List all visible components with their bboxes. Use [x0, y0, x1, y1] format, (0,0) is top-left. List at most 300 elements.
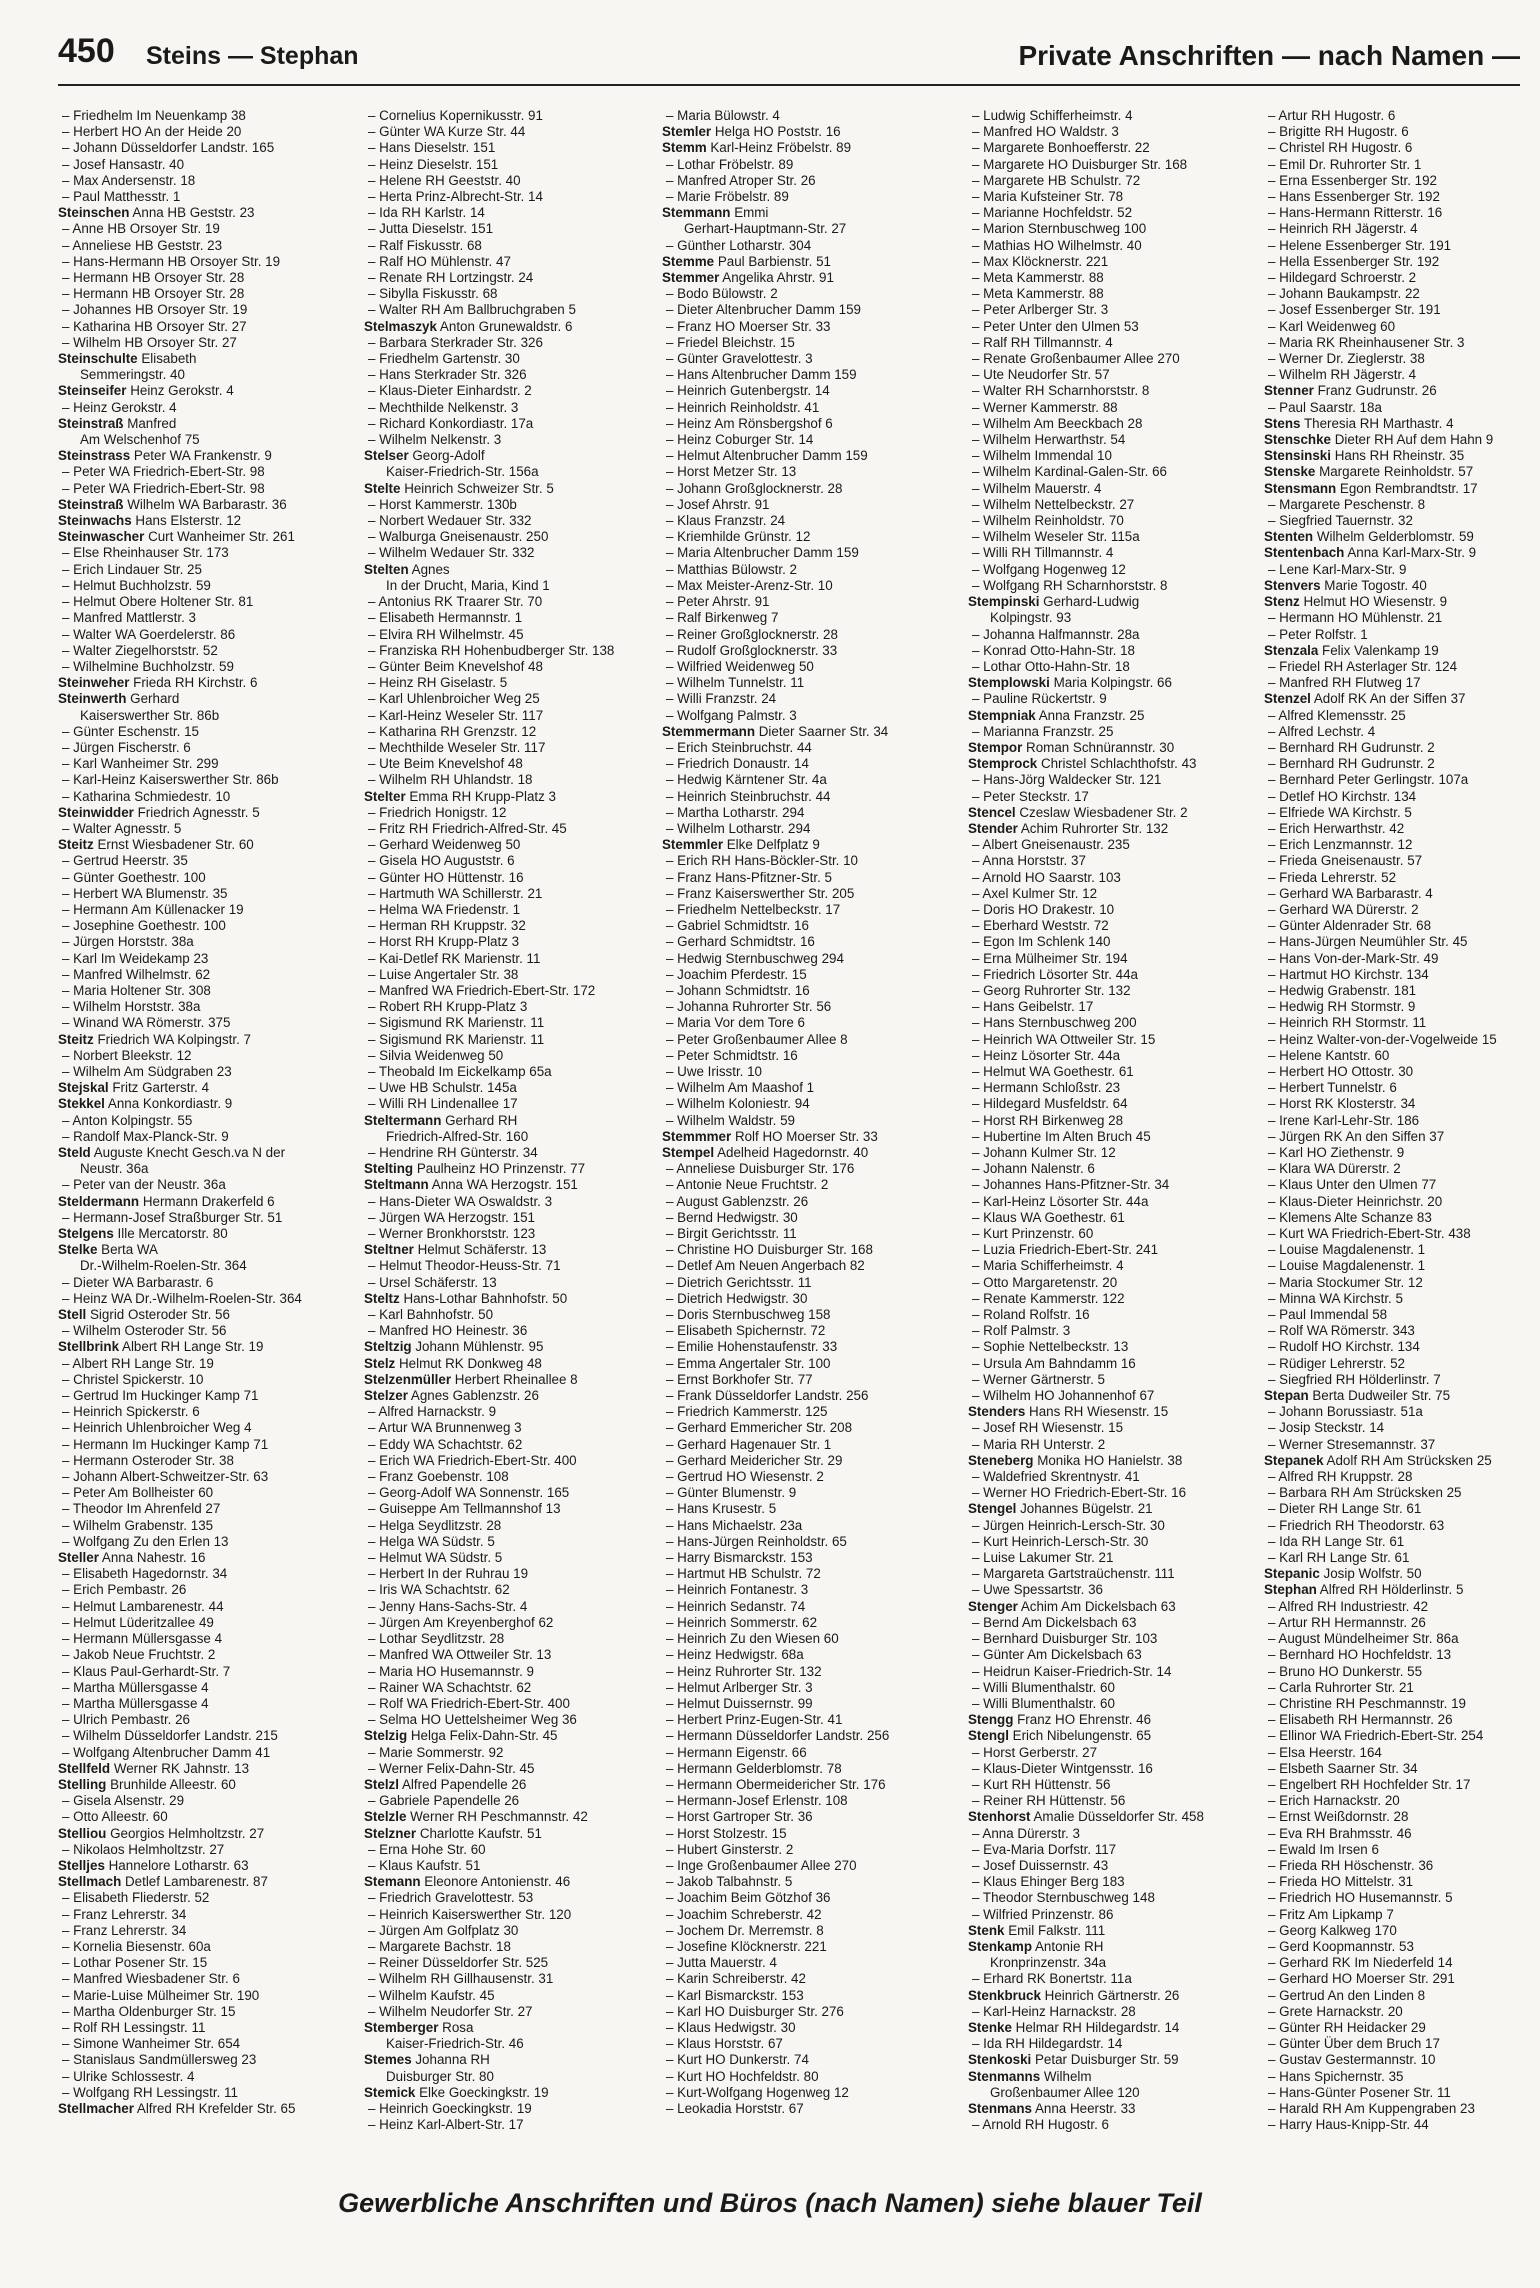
surname-entry: Stenkbruck Heinrich Gärtnerstr. 26 — [968, 1987, 1180, 2003]
listing-entry: – Peter Unter den Ulmen 53 — [972, 318, 1139, 334]
listing-entry: – Werner Felix-Dahn-Str. 45 — [368, 1760, 535, 1776]
listing-entry: – Irene Karl-Lehr-Str. 186 — [1268, 1112, 1420, 1128]
surname: Stenz — [1264, 594, 1300, 610]
listing-entry: – Dieter Altenbrucher Damm 159 — [666, 302, 862, 318]
listing-entry: – Heinz RH Giselastr. 5 — [368, 675, 508, 691]
listing-entry: – Emilie Hohenstaufenstr. 33 — [666, 1339, 838, 1355]
listing-entry: – Gisela Alsenstr. 29 — [62, 1793, 185, 1809]
listing-entry: – Peter Rolfstr. 1 — [1268, 626, 1368, 642]
listing-entry: – Hermann Osteroder Str. 38 — [62, 1452, 234, 1468]
listing-entry: – Walter RH Am Ballbruchgraben 5 — [368, 302, 576, 318]
header-rule — [58, 84, 1520, 86]
surname-entry: Stengel Johannes Bügelstr. 21 — [968, 1501, 1153, 1517]
listing-entry: – Helma WA Friedenstr. 1 — [368, 901, 521, 917]
listing-entry: – Peter van der Neustr. 36a — [62, 1177, 226, 1193]
surname-entry: Stellmacher Alfred RH Krefelder Str. 65 — [58, 2100, 296, 2116]
surname: Stenhorst — [968, 1809, 1031, 1825]
listing-entry: – Hans-Jürgen Neumühler Str. 45 — [1268, 934, 1468, 950]
listing-entry: – Hans Michaelstr. 23a — [666, 1517, 803, 1533]
listing-entry: – Herbert WA Blumenstr. 35 — [62, 885, 228, 901]
listing-entry: – Gerhard HO Moerser Str. 291 — [1268, 1971, 1455, 1987]
listing-entry: – Hermann Düsseldorfer Landstr. 256 — [666, 1728, 890, 1744]
listing-entry: – Winand WA Römerstr. 375 — [62, 1015, 231, 1031]
listing-columns — [58, 108, 1540, 2158]
surname: Steinschen — [58, 205, 130, 221]
listing-column — [58, 108, 354, 2158]
listing-entry: – Frieda Lehrerstr. 52 — [1268, 869, 1397, 885]
listing-entry: – Horst Kammerstr. 130b — [368, 496, 517, 512]
surname: Stemberger — [364, 2019, 439, 2035]
listing-entry: – Erna Essenberger Str. 192 — [1268, 172, 1437, 188]
listing-entry: – Guiseppe Am Tellmannshof 13 — [368, 1501, 561, 1517]
surname: Steinweher — [58, 675, 130, 691]
listing-entry: – Friedrich Kammerstr. 125 — [666, 1404, 828, 1420]
listing-entry: – Rüdiger Lehrerstr. 52 — [1268, 1355, 1405, 1371]
surname-entry: Stempinski Gerhard-Ludwig — [968, 594, 1140, 610]
surname-entry: Stemm Karl-Heinz Fröbelstr. 89 — [662, 140, 852, 156]
listing-entry: – Kurt Heinrich-Lersch-Str. 30 — [972, 1533, 1149, 1549]
entry-continuation: Dr.-Wilhelm-Roelen-Str. 364 — [80, 1258, 247, 1274]
listing-entry: – Klaus Hedwigstr. 30 — [666, 2019, 796, 2035]
surname: Stensmann — [1264, 480, 1337, 496]
listing-entry: – Franz Goebenstr. 108 — [368, 1469, 509, 1485]
listing-entry: – Hans Dieselstr. 151 — [368, 140, 496, 156]
listing-entry: – Karl Weidenweg 60 — [1268, 318, 1396, 334]
listing-entry: – Helmut Altenbrucher Damm 159 — [666, 448, 868, 464]
listing-entry: – Johann Nalenstr. 6 — [972, 1161, 1095, 1177]
surname-entry: Steinschulte Elisabeth — [58, 351, 197, 367]
listing-entry: – Wilhelm Neudorfer Str. 27 — [368, 2003, 533, 2019]
listing-entry: – Hedwig Sternbuschweg 294 — [666, 950, 844, 966]
page-number: 450 — [58, 32, 115, 70]
listing-entry: – Hermann Müllersgasse 4 — [62, 1631, 223, 1647]
listing-entry: – Heinrich Uhlenbroicher Weg 4 — [62, 1420, 252, 1436]
listing-entry: – Ulrich Pembastr. 26 — [62, 1712, 191, 1728]
listing-entry: – Wolfgang Zu den Erlen 13 — [62, 1533, 229, 1549]
listing-entry: – Uwe Spessartstr. 36 — [972, 1582, 1103, 1598]
listing-entry: – Carla Ruhrorter Str. 21 — [1268, 1679, 1414, 1695]
listing-entry: – Gerd Koopmannstr. 53 — [1268, 1938, 1414, 1954]
surname: Steinwachs — [58, 513, 132, 529]
listing-entry: – Harry Haus-Knipp-Str. 44 — [1268, 2117, 1429, 2133]
listing-entry: – Josip Steckstr. 14 — [1268, 1420, 1385, 1436]
listing-entry: – Klaus Unter den Ulmen 77 — [1268, 1177, 1437, 1193]
listing-entry: – Antonius RK Traarer Str. 70 — [368, 594, 543, 610]
surname: Stencel — [968, 804, 1016, 820]
listing-entry: – Anneliese Duisburger Str. 176 — [666, 1161, 855, 1177]
surname-entry: Stelter Emma RH Krupp-Platz 3 — [364, 788, 557, 804]
listing-entry: – Ursula Am Bahndamm 16 — [972, 1355, 1136, 1371]
listing-entry: – Manfred Atroper Str. 26 — [666, 172, 816, 188]
listing-entry: – Wilhelm Koloniestr. 94 — [666, 1096, 810, 1112]
listing-entry: – Franziska RH Hohenbudberger Str. 138 — [368, 642, 615, 658]
listing-entry: – Johann Baukampstr. 22 — [1268, 286, 1420, 302]
listing-entry: – Wilhelm RH Gillhausenstr. 31 — [368, 1971, 554, 1987]
surname-entry: Stelling Brunhilde Alleestr. 60 — [58, 1776, 236, 1792]
listing-entry: – Erich RH Hans-Böckler-Str. 10 — [666, 853, 858, 869]
listing-entry: – Heinz Am Rönsbergshof 6 — [666, 415, 833, 431]
listing-entry: – Rudolf HO Kirchstr. 134 — [1268, 1339, 1420, 1355]
listing-entry: – Georg Kalkweg 170 — [1268, 1922, 1397, 1938]
listing-entry: – Ralf HO Mühlenstr. 47 — [368, 253, 511, 269]
listing-entry: – Artur WA Brunnenweg 3 — [368, 1420, 522, 1436]
listing-entry: – Ida RH Karlstr. 14 — [368, 205, 485, 221]
listing-entry: – Karl-Heinz Weseler Str. 117 — [368, 707, 544, 723]
surname-entry: Stepanek Adolf RH Am Strücksken 25 — [1264, 1452, 1492, 1468]
listing-entry: – Manfred HO Heinestr. 36 — [368, 1323, 528, 1339]
surname: Steltner — [364, 1242, 414, 1258]
surname: Steinwerth — [58, 691, 127, 707]
listing-entry: – Gabriel Schmidtstr. 16 — [666, 918, 809, 934]
listing-entry: – Josef Hansastr. 40 — [62, 156, 185, 172]
listing-entry: – Manfred WA Friedrich-Ebert-Str. 172 — [368, 982, 596, 998]
surname-entry: Stenschke Dieter RH Auf dem Hahn 9 — [1264, 432, 1494, 448]
listing-entry: – Kornelia Biesenstr. 60a — [62, 1938, 211, 1954]
surname-entry: Steltzig Johann Mühlenstr. 95 — [364, 1339, 544, 1355]
listing-entry: – Willi RH Tillmannstr. 4 — [972, 545, 1114, 561]
surname: Stemann — [364, 1874, 421, 1890]
listing-entry: – Heinrich Gutenbergstr. 14 — [666, 383, 830, 399]
listing-entry: – Nikolaos Helmholtzstr. 27 — [62, 1841, 225, 1857]
listing-entry: – Bodo Bülowstr. 2 — [666, 286, 778, 302]
listing-entry: – Manfred RH Flutweg 17 — [1268, 675, 1421, 691]
entry-continuation: Gerhart-Hauptmann-Str. 27 — [684, 221, 847, 237]
surname: Stelzer — [364, 1388, 408, 1404]
listing-entry: – Gisela HO Auguststr. 6 — [368, 853, 515, 869]
listing-entry: – Margarete Bachstr. 18 — [368, 1938, 511, 1954]
listing-entry: – Birgit Gerichtsstr. 11 — [666, 1226, 797, 1242]
listing-entry: – Alfred Lechstr. 4 — [1268, 723, 1376, 739]
listing-entry: – Günter HO Hüttenstr. 16 — [368, 869, 524, 885]
surname: Steinstrass — [58, 448, 131, 464]
surname-entry: Stenten Wilhelm Gelderblomstr. 59 — [1264, 529, 1474, 545]
listing-entry: – Georg Ruhrorter Str. 132 — [972, 982, 1131, 998]
surname: Stelzl — [364, 1776, 399, 1792]
listing-entry: – August Gablenzstr. 26 — [666, 1193, 809, 1209]
listing-entry: – Lene Karl-Marx-Str. 9 — [1268, 561, 1407, 577]
listing-entry: – Jürgen RK An den Siffen 37 — [1268, 1128, 1445, 1144]
listing-entry: – Friedhelm Nettelbeckstr. 17 — [666, 901, 841, 917]
listing-entry: – Klaus-Dieter Einhardstr. 2 — [368, 383, 532, 399]
listing-entry: – Ralf Birkenweg 7 — [666, 610, 779, 626]
surname-entry: Steldermann Hermann Drakerfeld 6 — [58, 1193, 275, 1209]
listing-entry: – Walter Ziegelhorststr. 52 — [62, 642, 218, 658]
listing-entry: – Leokadia Horststr. 67 — [666, 2100, 804, 2116]
surname-entry: Stengg Franz HO Ehrenstr. 46 — [968, 1712, 1152, 1728]
listing-entry: – Margarete HB Schulstr. 72 — [972, 172, 1141, 188]
surname: Stenzel — [1264, 691, 1311, 707]
listing-entry: – Wolfgang Altenbrucher Damm 41 — [62, 1744, 271, 1760]
listing-entry: – Marion Sternbuschweg 100 — [972, 221, 1147, 237]
listing-entry: – Renate Großenbaumer Allee 270 — [972, 351, 1180, 367]
surname-entry: Stelzig Helga Felix-Dahn-Str. 45 — [364, 1728, 558, 1744]
surname: Stenkbruck — [968, 1987, 1041, 2003]
listing-entry: – Selma HO Uettelsheimer Weg 36 — [368, 1712, 577, 1728]
surname: Stempinski — [968, 594, 1040, 610]
listing-entry: – Kurt WA Friedrich-Ebert-Str. 438 — [1268, 1226, 1471, 1242]
listing-entry: – Josef RH Wiesenstr. 15 — [972, 1420, 1124, 1436]
entry-continuation: Kaiserswerther Str. 86b — [80, 707, 220, 723]
listing-entry: – Friedel RH Asterlager Str. 124 — [1268, 658, 1458, 674]
listing-entry: – Louise Magdalenenstr. 1 — [1268, 1258, 1426, 1274]
surname-entry: Steinwidder Friedrich Agnesstr. 5 — [58, 804, 260, 820]
listing-column — [364, 108, 660, 2158]
listing-entry: – Hartmut HO Kirchstr. 134 — [1268, 966, 1429, 982]
listing-entry: – Kurt-Wolfgang Hogenweg 12 — [666, 2084, 849, 2100]
listing-entry: – Maria RK Rheinhausener Str. 3 — [1268, 334, 1465, 350]
listing-entry: – Erich Steinbruchstr. 44 — [666, 739, 812, 755]
surname-entry: Stemplowski Maria Kolpingstr. 66 — [968, 675, 1172, 691]
surname-entry: Stepanic Josip Wolfstr. 50 — [1264, 1566, 1422, 1582]
listing-entry: – Klemens Alte Schanze 83 — [1268, 1209, 1432, 1225]
listing-entry: – Arnold RH Hugostr. 6 — [972, 2117, 1109, 2133]
entry-continuation: Kaiser-Friedrich-Str. 46 — [386, 2036, 524, 2052]
listing-entry: – Willi Franzstr. 24 — [666, 691, 777, 707]
surname: Stelten — [364, 561, 409, 577]
listing-entry: – Wilhelm Düsseldorfer Landstr. 215 — [62, 1728, 278, 1744]
listing-entry: – Wilhelm Am Beeckbach 28 — [972, 415, 1143, 431]
listing-entry: – Renate RH Lortzingstr. 24 — [368, 270, 534, 286]
listing-entry: – Marianne Hochfeldstr. 52 — [972, 205, 1133, 221]
listing-entry: – Helene Kantstr. 60 — [1268, 1047, 1390, 1063]
surname-entry: Steneberg Monika HO Hanielstr. 38 — [968, 1452, 1183, 1468]
listing-entry: – Siegfried Tauernstr. 32 — [1268, 513, 1413, 529]
listing-entry: – Friedhelm Im Neuenkamp 38 — [62, 108, 246, 123]
listing-entry: – Günter RH Heidacker 29 — [1268, 2019, 1426, 2035]
surname-entry: Steinstraß Manfred — [58, 415, 177, 431]
listing-entry: – Hans-Hermann HB Orsoyer Str. 19 — [62, 253, 281, 269]
surname-entry: Stellmach Detlef Lambarenestr. 87 — [58, 1874, 268, 1890]
listing-entry: – Herta Prinz-Albrecht-Str. 14 — [368, 189, 543, 205]
listing-entry: – Frieda RH Höschenstr. 36 — [1268, 1857, 1434, 1873]
surname: Stelliou — [58, 1825, 107, 1841]
listing-entry: – Lothar Otto-Hahn-Str. 18 — [972, 658, 1130, 674]
listing-entry: – Harald RH Am Kuppengraben 23 — [1268, 2100, 1475, 2116]
surname: Stelser — [364, 448, 409, 464]
listing-entry: – Reiner RH Hüttenstr. 56 — [972, 1793, 1126, 1809]
surname-entry: Stenvers Marie Togostr. 40 — [1264, 577, 1427, 593]
surname: Steinwascher — [58, 529, 145, 545]
listing-entry: – Anneliese HB Geststr. 23 — [62, 237, 223, 253]
listing-entry: – Heinrich Reinholdstr. 41 — [666, 399, 820, 415]
listing-entry: – Alfred RH Industriestr. 42 — [1268, 1598, 1429, 1614]
listing-entry: – Bernd Hedwigstr. 30 — [666, 1209, 798, 1225]
listing-entry: – Albert RH Lange Str. 19 — [62, 1355, 214, 1371]
listing-entry: – Hans Sterkrader Str. 326 — [368, 367, 527, 383]
listing-entry: – Uwe HB Schulstr. 145a — [368, 1080, 517, 1096]
listing-entry: – Bernhard RH Gudrunstr. 2 — [1268, 756, 1435, 772]
listing-entry: – Hans Spichernstr. 35 — [1268, 2068, 1404, 2084]
listing-entry: – Reiner Düsseldorfer Str. 525 — [368, 1955, 549, 1971]
listing-entry: – Karl Uhlenbroicher Weg 25 — [368, 691, 540, 707]
entry-continuation: Kronprinzenstr. 34a — [990, 1955, 1107, 1971]
listing-entry: – Heinrich Steinbruchstr. 44 — [666, 788, 831, 804]
surname-entry: Stelmaszyk Anton Grunewaldstr. 6 — [364, 318, 573, 334]
surname: Stengg — [968, 1712, 1014, 1728]
listing-entry: – Barbara RH Am Strücksken 25 — [1268, 1485, 1462, 1501]
surname-entry: Stemann Eleonore Antonienstr. 46 — [364, 1874, 571, 1890]
listing-entry: – Jürgen WA Herzogstr. 151 — [368, 1209, 535, 1225]
listing-entry: – Wilhelm Kardinal-Galen-Str. 66 — [972, 464, 1167, 480]
entry-continuation: Kaiser-Friedrich-Str. 156a — [386, 464, 539, 480]
listing-entry: – Helga Seydlitzstr. 28 — [368, 1517, 502, 1533]
listing-entry: – Luzia Friedrich-Ebert-Str. 241 — [972, 1242, 1159, 1258]
surname: Stempel — [662, 1145, 715, 1160]
listing-entry: – Mechthilde Nelkenstr. 3 — [368, 399, 519, 415]
listing-column — [968, 108, 1264, 2158]
surname-entry: Stenk Emil Falkstr. 111 — [968, 1922, 1106, 1938]
listing-entry: – Karl Bahnhofstr. 50 — [368, 1307, 494, 1323]
listing-entry: – Heinz Coburger Str. 14 — [666, 432, 814, 448]
name-range-title: Steins — Stephan — [146, 42, 359, 70]
listing-entry: – Peter Ahrstr. 91 — [666, 594, 770, 610]
listing-entry: – Wilhelm HB Orsoyer Str. 27 — [62, 334, 237, 350]
listing-entry: – Max Andersenstr. 18 — [62, 172, 196, 188]
listing-entry: – Anna Horststr. 37 — [972, 853, 1086, 869]
surname: Stenmans — [968, 2100, 1032, 2116]
surname-entry: Stemler Helga HO Poststr. 16 — [662, 124, 841, 140]
surname-entry: Stekkel Anna Konkordiastr. 9 — [58, 1096, 233, 1112]
surname-entry: Stellbrink Albert RH Lange Str. 19 — [58, 1339, 264, 1355]
listing-entry: – Artur RH Hugostr. 6 — [1268, 108, 1396, 123]
listing-entry: – Heinz Gerokstr. 4 — [62, 399, 177, 415]
listing-entry: – Heinrich Zu den Wiesen 60 — [666, 1631, 839, 1647]
listing-entry: – Franz Lehrerstr. 34 — [62, 1922, 187, 1938]
surname-entry: Steltner Helmut Schäferstr. 13 — [364, 1242, 547, 1258]
listing-entry: – Hermann HO Mühlenstr. 21 — [1268, 610, 1443, 626]
listing-entry: – Wolfgang RH Scharnhorststr. 8 — [972, 577, 1168, 593]
surname: Stejskal — [58, 1080, 109, 1096]
surname-entry: Stelten Agnes — [364, 561, 450, 577]
listing-entry: – Peter Am Bollheister 60 — [62, 1485, 214, 1501]
listing-entry: – Gerhard Schmidtstr. 16 — [666, 934, 815, 950]
listing-entry: – Heinrich Sommerstr. 62 — [666, 1614, 818, 1630]
listing-entry: – Theodor Im Ahrenfeld 27 — [62, 1501, 221, 1517]
listing-entry: – Ralf Fiskusstr. 68 — [368, 237, 482, 253]
surname-entry: Stemmmer Rolf HO Moerser Str. 33 — [662, 1128, 878, 1144]
surname-entry: Stensinski Hans RH Rheinstr. 35 — [1264, 448, 1465, 464]
listing-entry: – Harry Bismarckstr. 153 — [666, 1550, 813, 1566]
listing-entry: – Lothar Seydlitzstr. 28 — [368, 1631, 505, 1647]
surname-entry: Stephan Alfred RH Hölderlinstr. 5 — [1264, 1582, 1464, 1598]
listing-entry: – Klaus-Dieter Wintgensstr. 16 — [972, 1760, 1153, 1776]
listing-entry: – Ralf RH Tillmannstr. 4 — [972, 334, 1113, 350]
listing-entry: – Dieter RH Lange Str. 61 — [1268, 1501, 1422, 1517]
listing-entry: – Johann Schmidtstr. 16 — [666, 982, 810, 998]
listing-entry: – Karl Bismarckstr. 153 — [666, 1987, 804, 2003]
listing-entry: – Axel Kulmer Str. 12 — [972, 885, 1098, 901]
footer-note: Gewerbliche Anschriften und Büros (nach Namen) siehe blauer Teil — [338, 2188, 1202, 2218]
listing-entry: – Wilhelm Am Südgraben 23 — [62, 1063, 232, 1079]
surname-entry: Stengl Erich Nibelungenstr. 65 — [968, 1728, 1152, 1744]
listing-entry: – Franz Hans-Pfitzner-Str. 5 — [666, 869, 832, 885]
listing-entry: – Klaus Franzstr. 24 — [666, 513, 786, 529]
listing-entry: – Margareta Gartstraüchenstr. 111 — [972, 1566, 1175, 1582]
listing-entry: – Wilhelmine Buchholzstr. 59 — [62, 658, 234, 674]
listing-entry: – Heinrich WA Ottweiler Str. 15 — [972, 1031, 1156, 1047]
surname: Steltermann — [364, 1112, 442, 1128]
listing-entry: – Günter Über dem Bruch 17 — [1268, 2036, 1440, 2052]
listing-entry: – Uwe Irisstr. 10 — [666, 1063, 762, 1079]
listing-entry: – Kurt HO Hochfeldstr. 80 — [666, 2068, 819, 2084]
surname: Stemler — [662, 124, 712, 140]
listing-entry: – Rudolf Großglocknerstr. 33 — [666, 642, 838, 658]
listing-entry: – Egon Im Schlenk 140 — [972, 934, 1111, 950]
entry-continuation: Großenbaumer Allee 120 — [990, 2084, 1140, 2100]
surname: Stellbrink — [58, 1339, 120, 1355]
listing-entry: – Hans Geibelstr. 17 — [972, 999, 1094, 1015]
listing-entry: – Werner Bronkhorststr. 123 — [368, 1226, 536, 1242]
listing-entry: – Karl RH Lange Str. 61 — [1268, 1550, 1410, 1566]
listing-entry: – Josefine Klöcknerstr. 221 — [666, 1938, 827, 1954]
surname-entry: Stenzel Adolf RK An der Siffen 37 — [1264, 691, 1466, 707]
listing-entry: – Helga WA Südstr. 5 — [368, 1533, 495, 1549]
listing-entry: – Anne HB Orsoyer Str. 19 — [62, 221, 220, 237]
listing-entry: – Gerhard RK Im Niederfeld 14 — [1268, 1955, 1453, 1971]
listing-entry: – Erich Pembastr. 26 — [62, 1582, 187, 1598]
listing-entry: – Christel Spickerstr. 10 — [62, 1371, 204, 1387]
listing-entry: – Ernst Borkhofer Str. 77 — [666, 1371, 813, 1387]
listing-entry: – Jürgen Heinrich-Lersch-Str. 30 — [972, 1517, 1165, 1533]
surname: Stenner — [1264, 383, 1314, 399]
listing-entry: – Heinz Ruhrorter Str. 132 — [666, 1663, 822, 1679]
surname-entry: Stens Theresia RH Marthastr. 4 — [1264, 415, 1454, 431]
surname-entry: Stenmanns Wilhelm — [968, 2068, 1092, 2084]
listing-entry: – Ulrike Schlossestr. 4 — [62, 2068, 195, 2084]
surname: Stephan — [1264, 1582, 1317, 1598]
surname-entry: Stemme Paul Barbienstr. 51 — [662, 253, 831, 269]
listing-entry: – Friedrich Donaustr. 14 — [666, 756, 809, 772]
surname-entry: Stelke Berta WA — [58, 1242, 158, 1258]
surname: Steinseifer — [58, 383, 127, 399]
entry-continuation: Kolpingstr. 93 — [990, 610, 1072, 626]
surname-entry: Stemmer Angelika Ahrstr. 91 — [662, 270, 834, 286]
listing-entry: – Karl-Heinz Kaiserswerther Str. 86b — [62, 772, 279, 788]
listing-entry: – Wilhelm Nettelbeckstr. 27 — [972, 496, 1135, 512]
surname: Stelmaszyk — [364, 318, 437, 334]
listing-entry: – Günther Lotharstr. 304 — [666, 237, 812, 253]
surname-entry: Stenke Helmar RH Hildegardstr. 14 — [968, 2019, 1180, 2035]
listing-entry: – Kurt HO Dunkerstr. 74 — [666, 2052, 809, 2068]
listing-entry: – Martha Müllersgasse 4 — [62, 1695, 209, 1711]
surname-entry: Stender Achim Ruhrorter Str. 132 — [968, 820, 1169, 836]
listing-entry: – Martha Lotharstr. 294 — [666, 804, 805, 820]
surname-entry: Stelljes Hannelore Lotharstr. 63 — [58, 1857, 249, 1873]
surname: Stenvers — [1264, 577, 1321, 593]
listing-entry: – Wilhelm Herwarthstr. 54 — [972, 432, 1126, 448]
listing-entry: – Maria RH Unterstr. 2 — [972, 1436, 1106, 1452]
listing-entry: – Peter Arlberger Str. 3 — [972, 302, 1109, 318]
surname-entry: Stell Sigrid Osteroder Str. 56 — [58, 1307, 230, 1323]
listing-entry: – Jürgen Horststr. 38a — [62, 934, 194, 950]
surname: Stensinski — [1264, 448, 1331, 464]
listing-entry: – Eva RH Brahmsstr. 46 — [1268, 1825, 1412, 1841]
listing-entry: – Ute Neudorfer Str. 57 — [972, 367, 1110, 383]
surname: Steitz — [58, 1031, 94, 1047]
listing-entry: – Gerhard Hagenauer Str. 1 — [666, 1436, 832, 1452]
listing-entry: – Johann Kulmer Str. 12 — [972, 1145, 1116, 1160]
listing-entry: – Margarete HO Duisburger Str. 168 — [972, 156, 1188, 172]
listing-entry: – Jakob Talbahnstr. 5 — [666, 1874, 793, 1890]
listing-entry: – Hedwig Kärntener Str. 4a — [666, 772, 827, 788]
listing-entry: – Marie Fröbelstr. 89 — [666, 189, 789, 205]
listing-entry: – Bernhard HO Hochfeldstr. 13 — [1268, 1647, 1452, 1663]
surname: Stender — [968, 820, 1018, 836]
listing-entry: – Willi Blumenthalstr. 60 — [972, 1679, 1115, 1695]
surname: Stens — [1264, 415, 1301, 431]
listing-entry: – Walburga Gneisenaustr. 250 — [368, 529, 549, 545]
surname: Steinwidder — [58, 804, 134, 820]
